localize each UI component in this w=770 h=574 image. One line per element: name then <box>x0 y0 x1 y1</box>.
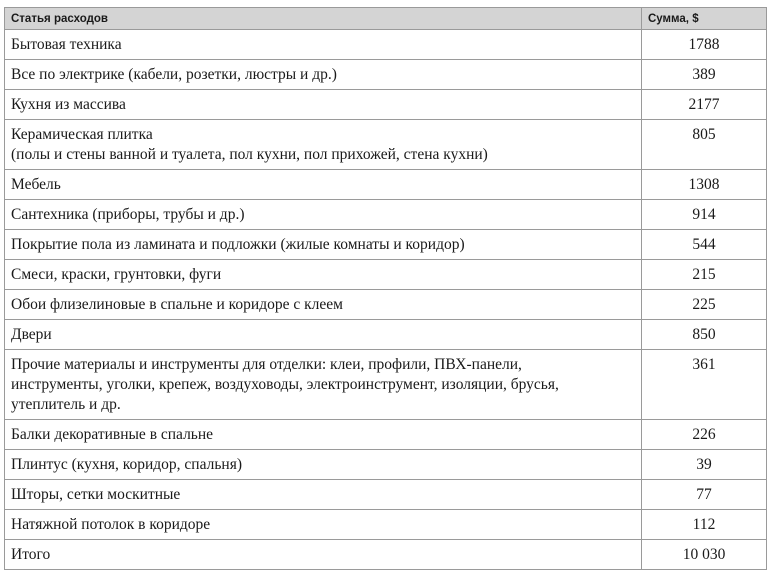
expense-sum-cell: 389 <box>642 60 767 90</box>
table-row <box>5 510 767 540</box>
expense-item-line: Плинтус (кухня, коридор, спальня) <box>11 456 242 473</box>
expense-item-cell <box>5 450 642 480</box>
table-row <box>5 350 767 420</box>
expense-item-cell <box>5 60 642 90</box>
expense-item-line: Натяжной потолок в коридоре <box>11 516 211 533</box>
expense-item-cell <box>5 420 642 450</box>
expense-sum-cell: 39 <box>642 450 767 480</box>
expense-item-line: Двери <box>11 326 52 343</box>
table-row <box>5 230 767 260</box>
expense-item-line: Обои флизелиновые в спальне и коридоре с клеем <box>11 296 343 313</box>
expense-item-line: Итого <box>11 546 51 563</box>
expense-sum-cell: 850 <box>642 320 767 350</box>
table-row <box>5 60 767 90</box>
expenses-table <box>4 7 767 570</box>
expense-item-cell <box>5 510 642 540</box>
table-row <box>5 450 767 480</box>
expense-item-line: Сантехника (приборы, трубы и др.) <box>11 206 245 223</box>
expense-item-cell <box>5 170 642 200</box>
expense-sum-cell: 544 <box>642 230 767 260</box>
table-row <box>5 320 767 350</box>
expense-item-cell <box>5 120 642 170</box>
expense-item-line: Бытовая техника <box>11 36 122 53</box>
expense-item-line: (полы и стены ванной и туалета, пол кухни, пол прихожей, стена кухни) <box>11 146 488 163</box>
table-row <box>5 90 767 120</box>
expense-sum-cell: 805 <box>642 120 767 170</box>
header-item: Статья расходов <box>5 8 642 30</box>
expense-item-cell <box>5 540 642 570</box>
expense-item-cell <box>5 350 642 420</box>
expense-item-cell <box>5 200 642 230</box>
expense-item-line: утеплитель и др. <box>11 396 121 413</box>
expense-item-cell <box>5 290 642 320</box>
expense-item-cell <box>5 480 642 510</box>
expense-sum-cell: 77 <box>642 480 767 510</box>
table-body <box>5 30 767 570</box>
table-row <box>5 480 767 510</box>
expense-item-line: Кухня из массива <box>11 96 126 113</box>
table-row <box>5 170 767 200</box>
expense-item-line: Керамическая плитка <box>11 126 153 143</box>
table-row <box>5 420 767 450</box>
expense-item-line: Покрытие пола из ламината и подложки (жилые комнаты и коридор) <box>11 236 465 253</box>
table-row <box>5 200 767 230</box>
expense-item-cell <box>5 30 642 60</box>
expense-sum-cell: 1308 <box>642 170 767 200</box>
table-row <box>5 120 767 170</box>
expense-sum-cell: 2177 <box>642 90 767 120</box>
expense-item-line: инструменты, уголки, крепеж, воздуховоды, электроинструмент, изоляции, брусья, <box>11 376 559 393</box>
expense-item-cell <box>5 90 642 120</box>
expense-sum-cell: 215 <box>642 260 767 290</box>
expense-sum-cell: 226 <box>642 420 767 450</box>
expense-sum-cell: 361 <box>642 350 767 420</box>
expense-item-line: Балки декоративные в спальне <box>11 426 214 443</box>
header-row <box>5 8 767 30</box>
total-row <box>5 540 767 570</box>
expense-item-line: Смеси, краски, грунтовки, фуги <box>11 266 222 283</box>
table-row <box>5 290 767 320</box>
expense-sum-cell: 112 <box>642 510 767 540</box>
expense-item-line: Все по электрике (кабели, розетки, люстры и др.) <box>11 66 337 83</box>
expense-sum-cell: 1788 <box>642 30 767 60</box>
header-sum: Сумма, $ <box>642 8 767 30</box>
table-row <box>5 260 767 290</box>
table-row <box>5 30 767 60</box>
expense-sum-cell: 225 <box>642 290 767 320</box>
expense-item-line: Прочие материалы и инструменты для отделки: клеи, профили, ПВХ-панели, <box>11 356 522 373</box>
expense-sum-cell: 914 <box>642 200 767 230</box>
expense-item-cell <box>5 320 642 350</box>
expense-sum-cell: 10 030 <box>642 540 767 570</box>
expense-item-line: Шторы, сетки москитные <box>11 486 181 503</box>
expense-item-cell <box>5 260 642 290</box>
expense-item-line: Мебель <box>11 176 61 193</box>
expense-item-cell <box>5 230 642 260</box>
